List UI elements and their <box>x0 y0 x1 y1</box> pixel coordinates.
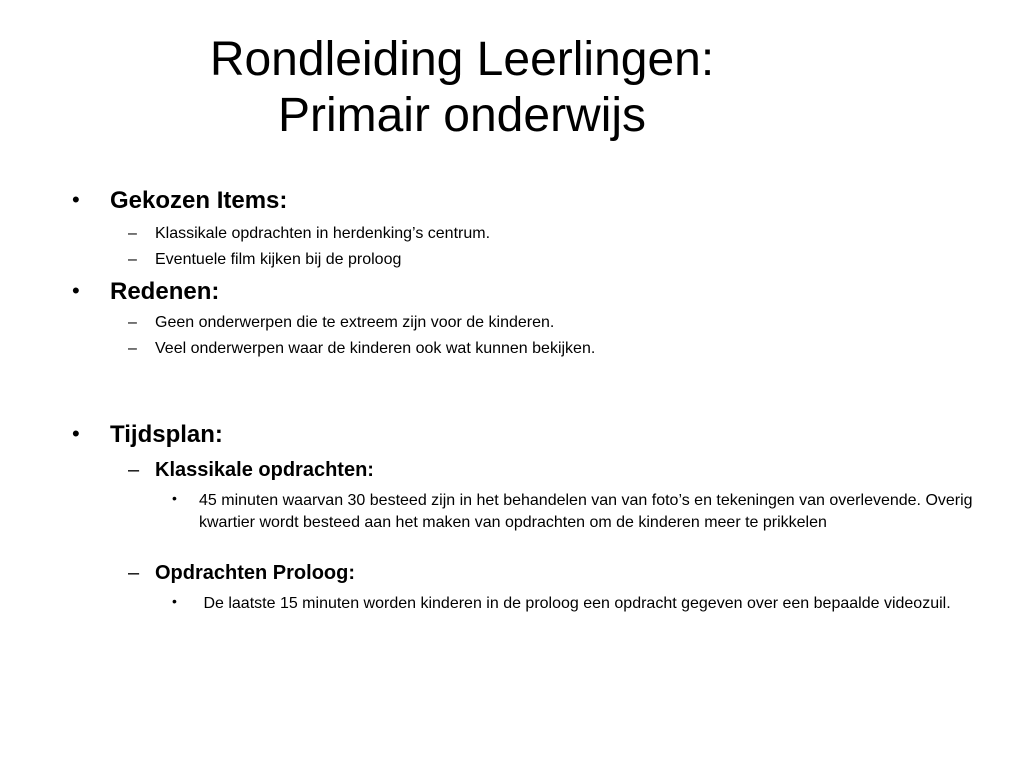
dash-icon: – <box>128 225 137 242</box>
bullet-icon: • <box>72 421 80 446</box>
redenen-item-1: Geen onderwerpen die te extreem zijn voor de kinderen. <box>155 314 555 331</box>
dash-icon: – <box>128 562 140 584</box>
dash-icon: – <box>128 251 137 268</box>
bullet-icon: • <box>72 187 80 212</box>
bullet-icon: • <box>172 490 177 506</box>
gekozen-item-2: Eventuele film kijken bij de proloog <box>155 251 402 268</box>
redenen-item-2: Veel onderwerpen waar de kinderen ook wat kunnen bekijken. <box>155 340 596 357</box>
title-line-2: Primair onderwijs <box>277 89 647 142</box>
heading-klassikale-opdrachten: Klassikale opdrachten: <box>155 459 374 481</box>
gekozen-item-1: Klassikale opdrachten in herdenking’s centrum. <box>155 225 491 242</box>
proloog-detail-text: De laatste 15 minuten worden kinderen in de proloog een opdracht gegeven over een bepaalde videozuil. <box>199 595 951 612</box>
heading-redenen: Redenen: <box>110 278 220 305</box>
bullet-icon: • <box>72 278 80 303</box>
heading-opdrachten-proloog: Opdrachten Proloog: <box>155 562 355 584</box>
title-line-1: Rondleiding Leerlingen: <box>209 33 715 86</box>
heading-gekozen-items: Gekozen Items: <box>110 187 288 214</box>
dash-icon: – <box>128 459 140 481</box>
dash-icon: – <box>128 314 137 331</box>
klassikale-detail-text: 45 minuten waarvan 30 besteed zijn in het behandelen van van foto’s en tekeningen van overlevende. Overig kwartier wordt besteed aan het maken van opdrachten om de kinderen meer te prikkelen <box>199 492 973 531</box>
dash-icon: – <box>128 340 137 357</box>
bullet-icon: • <box>172 593 177 609</box>
heading-tijdsplan: Tijdsplan: <box>110 421 223 448</box>
slide-title <box>100 32 824 144</box>
